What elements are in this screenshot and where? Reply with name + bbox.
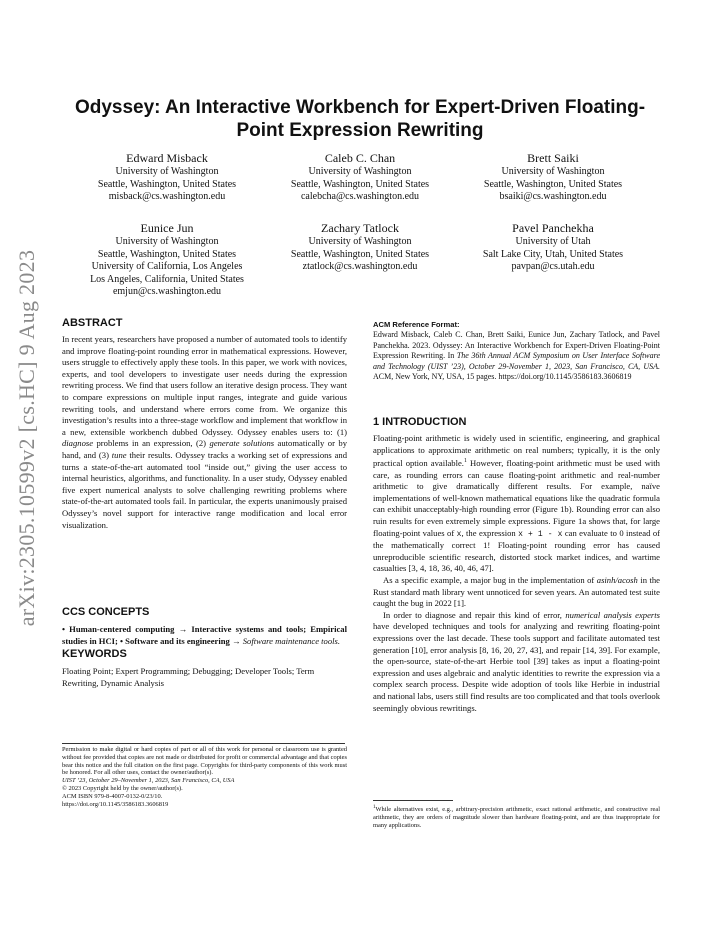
paper-title: Odyssey: An Interactive Workbench for Expert-Driven Floating-Point Expression Rewriting bbox=[74, 97, 646, 141]
permission-text: Permission to make digital or hard copies of part or all of this work for personal or classroom use is granted without fee provided that copies are not made or distributed for profit or commercial advantage and that copies bear this notice and the full citation on the first page. Copyrights for third-party components of this work must be honored. For all other uses, contact the owner/author(s). bbox=[62, 746, 347, 777]
author-affiliation: University of Washington bbox=[115, 236, 219, 247]
author-block bbox=[448, 151, 658, 204]
author-block bbox=[255, 151, 465, 204]
acm-reference: ACM Reference Format: Edward Misback, Caleb C. Chan, Brett Saiki, Eunice Jun, Zachary Tatlock, and Pavel Panchekha. 2023. Odyssey: An Interactive Workbench for Expert-Driven Floating-Point Expression Rewriting. In The 36th Annual ACM Symposium on User Interface Software and Technology (UIST ’23), October 29-November 1, 2023, San Francisco, CA, USA. ACM, New York, NY, USA, 15 pages. https://doi.org/10.1145/3586183.3606819 bbox=[373, 320, 661, 382]
footnote: $^1$While alternatives exist, e.g., arbitrary-precision arithmetic, exact rational arithmetic, and constructive real arithmetic, they are orders of magnitude slower than hardware floating-point, and are thus inappropriate for many applications. bbox=[373, 805, 660, 829]
intro-text: Floating-point arithmetic is widely used in scientific, engineering, and graphical applications to approximate arithmetic on real numbers; typically, it is the only practical option available.$^1$ However, floating-point arithmetic must be used with care, as rounding errors can cause floating-point arithmetic and real-number arithmetic to give dramatically different results. For example, naïve implementations of well-known mathematical equations like the quadratic formula can exhibit unacceptably-high rounding error (Figure 1b). Rounding error can also ruin results for even extremely simple expressions. Figure 1a shows that, for large floating-point values of x, the expression x + 1 - x can evaluate to 0 instead of the mathematically correct 1! Floating-point rounding error has caused unreproducible scientific research, distorted stock market indices, and wartime casualties [3, 4, 18, 36, 40, 46, 47]. As a specific example, a major bug in the implementation of asinh/acosh in the Rust standard math library went unnoticed for seven years. An automated test suite caught the bug in 2022 [1]. In order to diagnose and repair this kind of error, numerical analysis experts have developed techniques and tools for analyzing and rewriting floating-point expressions over the last decade. These tools support and facilitate automated test generation [10], error analysis [8, 16, 20, 27, 43], and repair [14, 39]. For example, the open-source, state-of-the-art Herbie tool [39] takes as input a floating-point expression and uses algebraic and analytic identities to rewrite the expression via a complex search process. Despite wide adoption of tools like Herbie in industrial and national labs, users still find results are too complicated and that tools overlook seemingly obvious rewritings. bbox=[373, 433, 660, 713]
author-name: Eunice Jun bbox=[140, 221, 194, 235]
author-email: emjun@cs.washington.edu bbox=[112, 286, 222, 298]
author-block bbox=[448, 221, 658, 274]
author-name: Brett Saiki bbox=[527, 151, 579, 165]
author-email: misback@cs.washington.edu bbox=[108, 191, 226, 203]
reference-heading: ACM Reference Format: bbox=[373, 320, 460, 329]
author-block bbox=[62, 151, 272, 204]
footnote-rule bbox=[62, 743, 345, 744]
author-affiliation: University of California, Los Angeles bbox=[91, 261, 243, 273]
author-affiliation: University of Utah bbox=[515, 236, 591, 247]
author-affiliation: University of Washington bbox=[115, 166, 219, 177]
author-name: Edward Misback bbox=[126, 151, 208, 165]
intro-heading: 1 INTRODUCTION bbox=[373, 416, 467, 428]
author-email: bsaiki@cs.washington.edu bbox=[499, 191, 607, 203]
author-location: Seattle, Washington, United States bbox=[290, 248, 430, 260]
author-location: Seattle, Washington, United States bbox=[97, 178, 237, 190]
ccs-text: • Human-centered computing → Interactive systems and tools; Empirical studies in HCI; • Software and its engineering → Software maintenance tools. bbox=[62, 624, 347, 646]
author-location: Salt Lake City, Utah, United States bbox=[482, 248, 624, 260]
author-affiliation: University of Washington bbox=[308, 236, 412, 247]
doi-link[interactable]: https://doi.org/10.1145/3586183.3606819 bbox=[62, 800, 169, 808]
author-email: pavpan@cs.utah.edu bbox=[511, 261, 595, 273]
author-location: Seattle, Washington, United States bbox=[290, 178, 430, 190]
ccs-heading: CCS CONCEPTS bbox=[62, 606, 150, 618]
footnote-rule bbox=[373, 800, 453, 801]
author-email: calebcha@cs.washington.edu bbox=[300, 191, 420, 203]
author-block bbox=[62, 221, 272, 299]
keywords-heading: KEYWORDS bbox=[62, 648, 127, 660]
abstract-text: In recent years, researchers have proposed a number of automated tools to identify and improve floating-point rounding error in mathematical expressions. However, users struggle to effectively apply these tools. In this paper, we work with novices, experts, and tool developers to investigate user needs during the expression rewriting process. We find that users follow an iterative design process. They want to compare expressions on multiple input ranges, integrate and guide various rewriting tools, and understand where errors come from. We organize this investigation’s results into a three-stage workflow and implement that workflow in a new, extensible workbench dubbed Odyssey. Odyssey enables users to: (1) diagnose problems in an expression, (2) generate solutions automatically or by hand, and (3) tune their results. Odyssey tracks a working set of expressions and turns a state-of-the-art automated tool “inside out,” giving the user access to internal heuristics, algorithms, and functionality. In a user study, Odyssey enabled five expert numerical analysts to solve challenging rewriting problems where state-of-the-art automated tools fail. In particular, the experts unanimously praised Odyssey’s novel support for interactive range modification and local error visualization. bbox=[62, 334, 348, 530]
abstract-heading: ABSTRACT bbox=[62, 317, 123, 329]
venue-text: UIST ’23, October 29–November 1, 2023, San Francisco, CA, USA bbox=[62, 777, 235, 785]
author-name: Zachary Tatlock bbox=[321, 221, 399, 235]
author-name: Caleb C. Chan bbox=[324, 151, 396, 165]
author-name: Pavel Panchekha bbox=[512, 221, 594, 235]
author-location: Seattle, Washington, United States bbox=[483, 178, 623, 190]
author-location: Los Angeles, California, United States bbox=[90, 273, 244, 285]
arxiv-id: arXiv:2305.10599v2 [cs.HC] 9 Aug 2023 bbox=[14, 249, 39, 627]
author-block bbox=[255, 221, 465, 274]
copyright-text: © 2023 Copyright held by the owner/author(s). bbox=[62, 784, 183, 792]
author-affiliation: University of Washington bbox=[501, 166, 605, 177]
author-location: Seattle, Washington, United States bbox=[97, 248, 237, 260]
permission-block bbox=[62, 746, 347, 808]
arxiv-stamp bbox=[9, 248, 45, 628]
author-affiliation: University of Washington bbox=[308, 166, 412, 177]
keywords-text: Floating Point; Expert Programming; Debugging; Developer Tools; Term Rewriting, Dynamic Analysis bbox=[62, 666, 315, 688]
author-email: ztatlock@cs.washington.edu bbox=[302, 261, 418, 273]
isbn-text: ACM ISBN 979-8-4007-0132-0/23/10. bbox=[62, 792, 163, 800]
